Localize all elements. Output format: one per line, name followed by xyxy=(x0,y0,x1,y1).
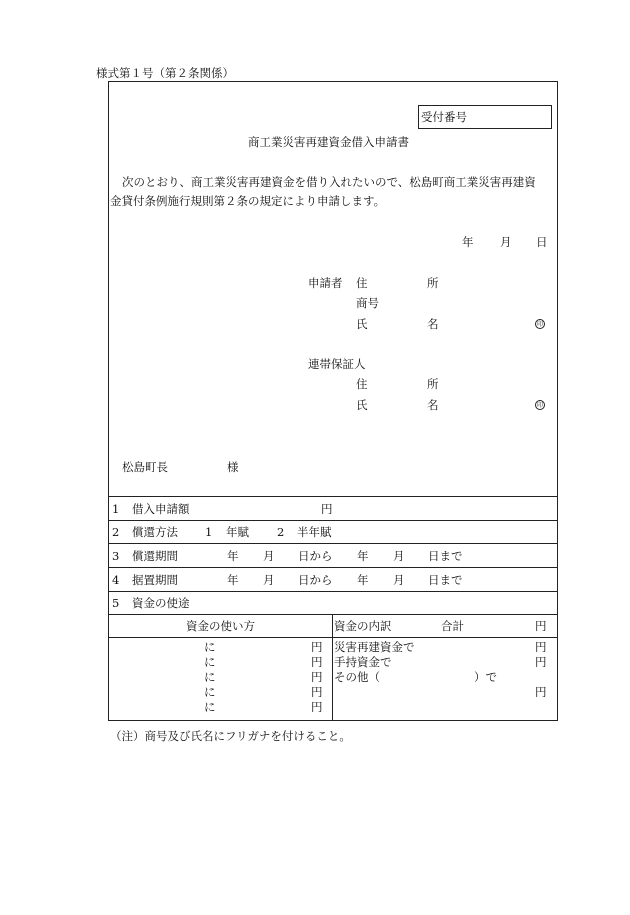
addressee-honorific: 様 xyxy=(227,460,239,474)
row-divider xyxy=(108,567,558,568)
usage-entry-ni: に xyxy=(204,655,216,669)
row-divider xyxy=(108,520,558,521)
row-4-number: 4 xyxy=(112,573,120,587)
row-3-to: 日まで xyxy=(428,549,463,563)
guarantor-name-label-2: 名 xyxy=(427,398,439,412)
guarantor-heading: 連帯保証人 xyxy=(308,357,366,371)
row-4-month-2: 月 xyxy=(393,573,405,587)
row-2-option-2[interactable]: 半年賦 xyxy=(297,525,332,539)
usage-header-divider xyxy=(108,637,558,638)
row-1-label: 借入申請額 xyxy=(132,502,190,516)
usage-entry-yen: 円 xyxy=(311,685,323,699)
row-4-year-1: 年 xyxy=(227,573,239,587)
usage-entry-yen: 円 xyxy=(311,670,323,684)
usage-entry-yen: 円 xyxy=(311,700,323,714)
row-3-number: 3 xyxy=(112,549,120,563)
usage-left-header: 資金の使い方 xyxy=(186,619,255,633)
row-3-month-2: 月 xyxy=(393,549,405,563)
applicant-name-label-1: 氏 xyxy=(356,317,368,331)
row-2-option-1[interactable]: 年賦 xyxy=(226,525,249,539)
row-divider xyxy=(108,496,558,497)
row-2-option-2-number: 2 xyxy=(277,525,285,539)
usage-right-header: 資金の内訳 xyxy=(334,619,392,633)
intro-line-1: 次のとおり、商工業災害再建資金を借り入れたいので、松島町商工業災害再建資 xyxy=(122,175,536,189)
form-label: 様式第１号（第２条関係） xyxy=(96,66,234,80)
row-3-from: 日から xyxy=(298,549,333,563)
row-5-label: 資金の使途 xyxy=(132,596,190,610)
applicant-address-label-1: 住 xyxy=(356,276,368,290)
usage-total-yen: 円 xyxy=(535,619,547,633)
usage-entry-yen: 円 xyxy=(311,655,323,669)
breakdown-other-yen: 円 xyxy=(535,685,547,699)
applicant-trade-name-label: 商号 xyxy=(356,296,379,310)
breakdown-other-close: ）で xyxy=(474,670,497,684)
usage-entry-ni: に xyxy=(204,640,216,654)
breakdown-disaster-fund: 災害再建資金で xyxy=(334,640,415,654)
intro-line-2: 金貸付条例施行規則第２条の規定により申請します。 xyxy=(110,194,386,208)
applicant-heading: 申請者 xyxy=(308,276,343,290)
row-4-to: 日まで xyxy=(428,573,463,587)
usage-column-divider xyxy=(332,614,333,721)
usage-entry-ni: に xyxy=(204,685,216,699)
usage-entry-ni: に xyxy=(204,700,216,714)
guarantor-address-label-2: 所 xyxy=(427,377,439,391)
row-4-month-1: 月 xyxy=(263,573,275,587)
breakdown-disaster-yen: 円 xyxy=(535,640,547,654)
row-3-year-1: 年 xyxy=(227,549,239,563)
date-year: 年 xyxy=(462,235,474,249)
applicant-seal-icon: 印 xyxy=(536,321,543,328)
date-day: 日 xyxy=(536,235,548,249)
row-2-option-1-number: 1 xyxy=(205,525,213,539)
row-4-from: 日から xyxy=(298,573,333,587)
row-5-number: 5 xyxy=(112,596,120,610)
row-3-year-2: 年 xyxy=(357,549,369,563)
addressee-name: 松島町長 xyxy=(122,460,168,474)
usage-entry-yen: 円 xyxy=(311,640,323,654)
row-1-number: 1 xyxy=(112,502,120,516)
date-month: 月 xyxy=(500,235,512,249)
footnote: （注）商号及び氏名にフリガナを付けること。 xyxy=(110,729,351,743)
applicant-address-label-2: 所 xyxy=(427,276,439,290)
breakdown-other: その他（ xyxy=(334,670,380,684)
breakdown-own-fund: 手持資金で xyxy=(334,655,392,669)
usage-total-label: 合計 xyxy=(441,619,464,633)
row-3-month-1: 月 xyxy=(263,549,275,563)
guarantor-name-label-1: 氏 xyxy=(356,398,368,412)
row-divider xyxy=(108,543,558,544)
applicant-name-label-2: 名 xyxy=(427,317,439,331)
guarantor-seal-icon: 印 xyxy=(536,402,543,409)
breakdown-own-yen: 円 xyxy=(535,655,547,669)
guarantor-address-label-1: 住 xyxy=(356,377,368,391)
row-2-number: 2 xyxy=(112,525,120,539)
row-3-label: 償還期間 xyxy=(132,549,178,563)
row-4-year-2: 年 xyxy=(357,573,369,587)
document-title: 商工業災害再建資金借入申請書 xyxy=(248,135,409,149)
row-4-label: 据置期間 xyxy=(132,573,178,587)
usage-entry-ni: に xyxy=(204,670,216,684)
row-divider xyxy=(108,591,558,592)
row-2-label: 償還方法 xyxy=(132,525,178,539)
row-1-yen-unit: 円 xyxy=(321,502,333,516)
row-divider xyxy=(108,614,558,615)
receipt-number-label: 受付番号 xyxy=(421,110,467,124)
